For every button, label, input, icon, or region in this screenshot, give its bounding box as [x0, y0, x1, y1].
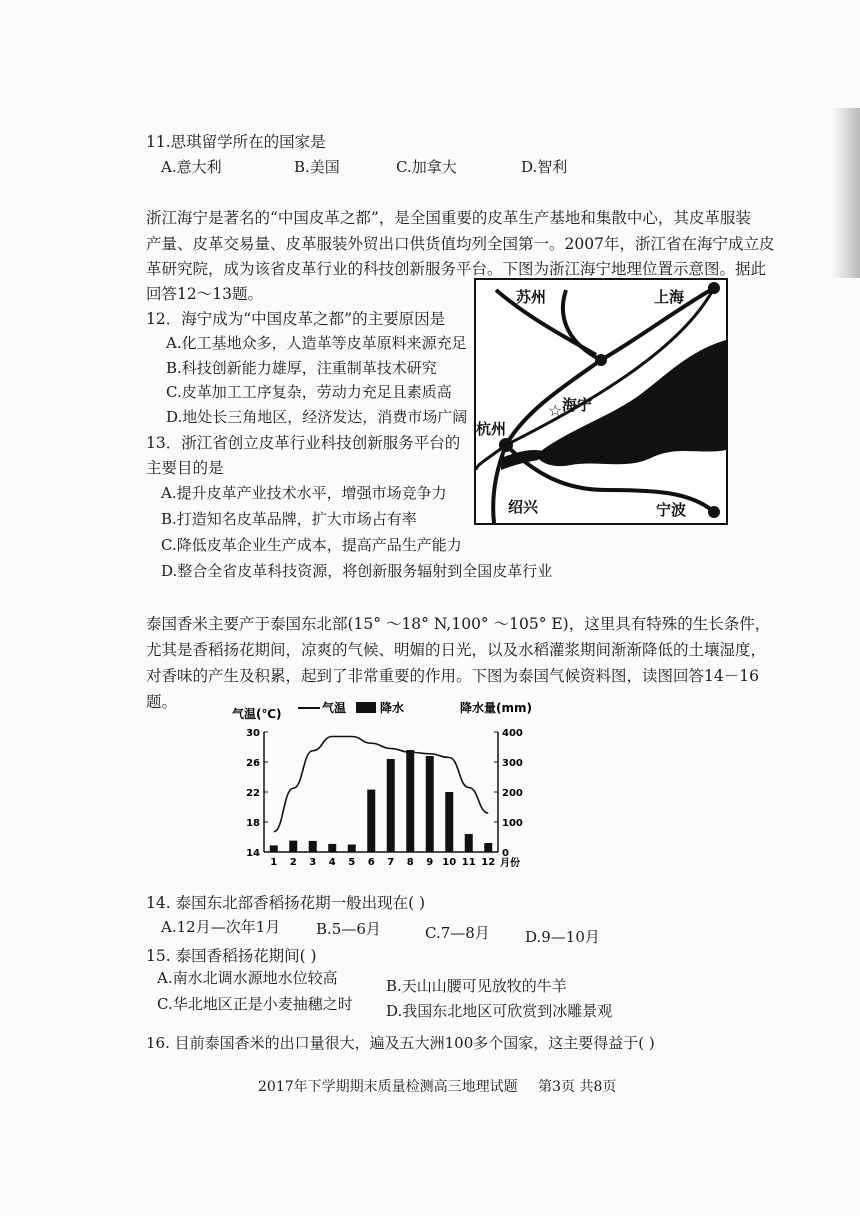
passage2-line-2: 尤其是香稻扬花期间，凉爽的气候、明媚的日光，以及水稻灌浆期间渐渐降低的土壤湿度，	[146, 641, 767, 659]
q11-option-d: D.智利	[521, 158, 568, 176]
month-label: 10	[442, 857, 457, 868]
passage2-line-3: 对香味的产生及积累，起到了非常重要的作用。下图为泰国气候资料图，读图回答14－16	[146, 667, 759, 685]
legend-temp-label: 气温	[322, 701, 347, 715]
month-label: 5	[348, 857, 356, 868]
route-south	[493, 445, 506, 523]
q15-option-a: A.南水北调水源地水位较高	[157, 969, 338, 987]
month-label: 2	[289, 857, 297, 868]
precip-bar-12	[484, 843, 492, 852]
footer-page-number: 第3页 共8页	[538, 1079, 617, 1095]
precip-bar-2	[289, 841, 297, 852]
q14-option-c: C.7—8月	[425, 924, 490, 942]
map-label-shaoxing: 绍兴	[508, 498, 539, 516]
passage1-line-1: 浙江海宁是著名的“中国皮革之都”，是全国重要的皮革生产基地和集散中心，其皮革服装	[146, 209, 751, 227]
left-tick-label: 14	[246, 848, 260, 859]
q12-stem: 12．海宁成为“中国皮革之都”的主要原因是	[146, 310, 446, 328]
q13-option-c: C.降低皮革企业生产成本，提高产品生产能力	[161, 536, 462, 554]
right-tick-label: 0	[502, 848, 509, 859]
left-tick-label: 22	[246, 788, 260, 799]
precip-bar-1	[270, 845, 278, 852]
q11-option-b: B.美国	[294, 158, 340, 176]
passage1-line-3: 革研究院，成为该省皮革行业的科技创新服务平台。下图为浙江海宁地理位置示意图。据此	[146, 260, 767, 278]
left-tick-label: 18	[246, 818, 260, 829]
left-tick-label: 30	[246, 728, 260, 739]
q13-option-b: B.打造知名皮革品牌，扩大市场占有率	[161, 510, 417, 528]
month-label: 12	[481, 857, 496, 868]
q11-option-c: C.加拿大	[396, 158, 457, 176]
right-tick-label: 200	[502, 788, 523, 799]
month-label: 6	[367, 857, 375, 868]
q13-stem-line-1: 13．浙江省创立皮革行业科技创新服务平台的	[146, 434, 461, 452]
precip-bar-4	[328, 844, 336, 852]
q14-option-b: B.5—6月	[316, 920, 381, 938]
month-label: 3	[309, 857, 317, 868]
map-label-hangzhou: 杭州	[476, 420, 507, 438]
right-tick-label: 400	[502, 728, 523, 739]
precip-bar-9	[426, 756, 434, 852]
scan-edge-shadow	[832, 108, 860, 278]
precip-bar-10	[445, 792, 453, 852]
q12-option-d: D.地处长三角地区，经济发达，消费市场广阔	[166, 408, 468, 426]
precip-bar-8	[406, 750, 414, 852]
precip-bar-11	[465, 834, 473, 852]
route-shanghai	[563, 288, 714, 360]
legend-precip-label: 降水	[380, 701, 405, 715]
month-label: 9	[426, 857, 434, 868]
passage2-line-1: 泰国香米主要产于泰国东北部(15° ～18° N,100° ～105° E)，这里具有特殊的生长条件，	[146, 615, 771, 633]
passage1-line-2: 产量、皮革交易量、皮革服装外贸出口供货值均列全国第一。2007年，浙江省在海宁成立皮	[146, 235, 775, 253]
month-label: 11	[461, 857, 476, 868]
q16-stem: 16. 目前泰国香米的出口量很大，遍及五大洲100多个国家，这主要得益于( )	[146, 1034, 655, 1052]
month-label: 1	[270, 857, 278, 868]
passage2-line-4: 题。	[146, 693, 178, 711]
q15-stem: 15. 泰国香稻扬花期间( )	[146, 947, 317, 965]
q14-option-a: A.12月—次年1月	[161, 918, 281, 936]
x-unit-label: 月份	[500, 858, 520, 869]
haining-location-map	[474, 278, 728, 525]
ningbo-dot	[708, 506, 720, 518]
q12-option-b: B.科技创新能力雄厚，注重制革技术研究	[166, 359, 437, 377]
legend-precip-swatch	[356, 702, 376, 713]
q12-option-c: C.皮革加工工序复杂，劳动力充足且素质高	[166, 383, 452, 401]
right-tick-label: 100	[502, 818, 523, 829]
left-tick-label: 26	[246, 758, 260, 769]
q15-option-b: B.天山山腰可见放牧的牛羊	[386, 977, 567, 995]
q12-option-a: A.化工基地众多，人造革等皮革原料来源充足	[166, 334, 467, 352]
map-drawing	[476, 280, 726, 523]
passage1-line-4: 回答12～13题。	[146, 285, 263, 303]
q14-stem: 14. 泰国东北部香稻扬花期一般出现在( )	[146, 894, 426, 912]
right-tick-label: 300	[502, 758, 523, 769]
right-axis-label: 降水量(mm)	[460, 701, 532, 715]
q13-option-d: D.整合全省皮革科技资源，将创新服务辐射到全国皮革行业	[161, 562, 553, 580]
precip-bar-5	[348, 845, 356, 853]
q11-option-a: A.意大利	[161, 158, 222, 176]
temperature-curve	[274, 737, 489, 832]
map-label-suzhou: 苏州	[516, 288, 547, 306]
hangzhou-dot	[499, 438, 513, 452]
q15-option-d: D.我国东北地区可欣赏到冰雕景观	[386, 1002, 613, 1020]
page-footer	[258, 1076, 616, 1096]
left-axis-label: 气温(℃)	[232, 707, 282, 721]
map-label-shanghai: 上海	[654, 288, 685, 306]
map-label-haining: 海宁	[562, 396, 593, 414]
haining-star: ☆	[548, 401, 563, 420]
q15-option-c: C.华北地区正是小麦抽穗之时	[157, 995, 353, 1013]
map-label-ningbo: 宁波	[656, 501, 687, 519]
q11-stem: 11.思琪留学所在的国家是	[146, 133, 326, 151]
footer-title: 2017年下学期期末质量检测高三地理试题	[258, 1079, 518, 1095]
q13-stem-line-2: 主要目的是	[146, 459, 224, 477]
month-label: 7	[387, 857, 395, 868]
q14-option-d: D.9—10月	[525, 928, 600, 946]
month-label: 4	[328, 857, 336, 868]
precip-bar-7	[387, 759, 395, 852]
junction-dot	[595, 354, 607, 366]
thailand-climate-chart	[228, 696, 548, 880]
shanghai-dot	[708, 282, 720, 294]
q13-option-a: A.提升皮革产业技术水平，增强市场竞争力	[161, 484, 447, 502]
month-label: 8	[406, 857, 414, 868]
precip-bar-6	[367, 790, 375, 852]
precip-bar-3	[309, 841, 317, 852]
